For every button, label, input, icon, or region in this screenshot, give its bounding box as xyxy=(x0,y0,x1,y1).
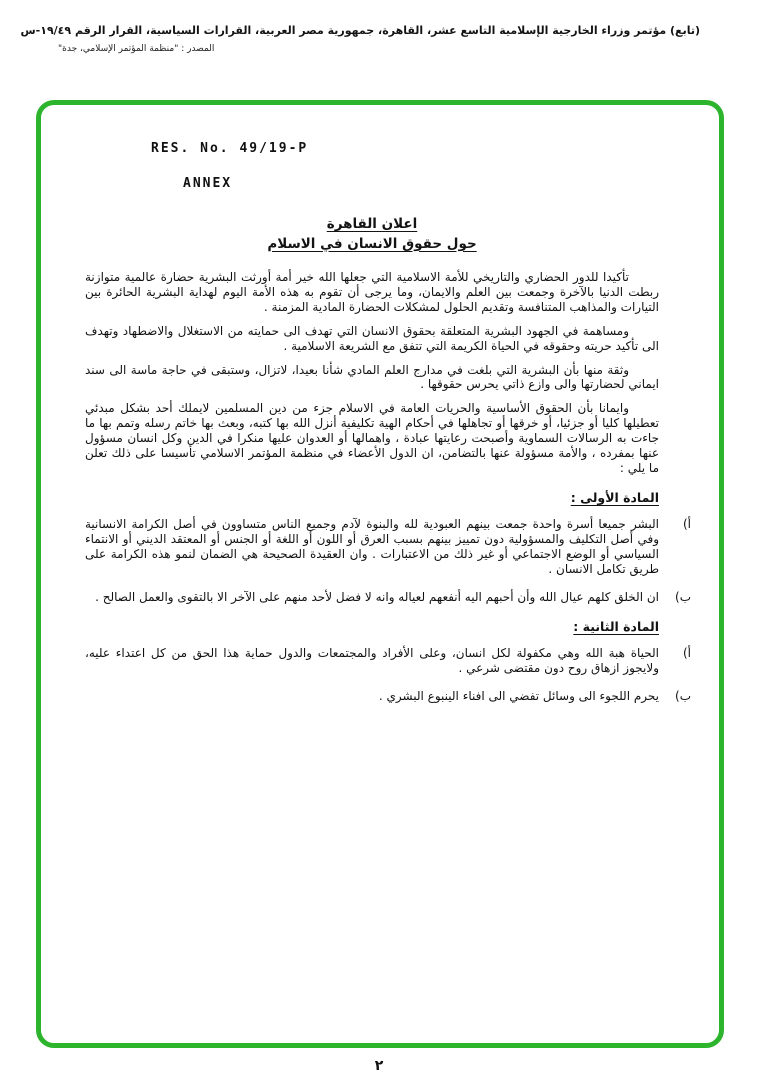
document-title xyxy=(85,215,659,254)
document-green-border xyxy=(36,100,724,1048)
article-1-item-a xyxy=(85,517,691,577)
item-text: البشر جميعا أسرة واحدة جمعت بينهم العبودية لله والبنوة لآدم وجميع الناس متساوون في أصل الكرامة الانسانية وفي أصل التكليف والمسؤولية دون تمييز بينهم بسبب العرق أو اللون أو اللغة أو الجنس أو المعتقد الديني أو الانتماء السياسي أو الوضع الاجتماعي أو غير ذلك من الاعتبارات . وان العقيدة الصحيحة هي الضمان لنمو هذه الكرامة على طريق تكامل الانسان . xyxy=(85,517,659,576)
item-marker: أ) xyxy=(682,646,691,660)
item-marker: أ) xyxy=(682,517,691,532)
item-marker: ب) xyxy=(675,688,691,703)
resolution-number: RES. No. 49/19-P xyxy=(151,141,309,156)
page-header xyxy=(20,24,700,54)
title-line-1: اعلان القاهرة xyxy=(326,216,418,232)
item-text: يحرم اللجوء الى وسائل تفضي الى افناء الينبوع البشري . xyxy=(378,688,659,703)
item-text: ان الخلق كلهم عيال الله وأن أحبهم اليه أنفعهم لعياله وانه لا فضل لأحد منهم على الآخر الا بالتقوى والعمل الصالح . xyxy=(95,589,659,604)
article-2-item-b xyxy=(85,689,691,704)
header-source: المصدر : "منظمة المؤتمر الإسلامي، جدة" xyxy=(58,44,215,54)
preamble-paragraph-3: وثقة منها بأن البشرية التي بلغت في مدارج العلم المادي شأنا بعيدا، لاتزال، وستبقى في حاجة ماسة الى سند ايماني لحضارتها والى وازع ذاتي يحرس حقوقها . xyxy=(85,362,659,392)
preamble-paragraph-4: وايمانا بأن الحقوق الأساسية والحريات العامة في الاسلام جزء من دين المسلمين لايملك أحد بشكل مبدئي تعطيلها كليا أو جزئيا، أو خرقها أو تجاهلها في أحكام الهية تكليفية أنزل الله بها كتبه، وبعث بها خاتم رسله وتمم بها ما جاءت به الرسالات السماوية وأصبحت رعايتها عبادة ، واهمالها أو العدوان عليها منكرا في الدين وكل انسان مسؤول عنها بمفرده ، والأمة مسؤولة عنها بالتضامن، ان الدول الأعضاء في منظمة المؤتمر الاسلامي تأسيسا على ذلك تعلن ما يلي : xyxy=(85,401,659,475)
article-2-item-a xyxy=(85,646,691,676)
preamble-paragraph-2: ومساهمة في الجهود البشرية المتعلقة بحقوق الانسان التي تهدف الى حمايته من الاستغلال والاضطهاد وتهدف الى تأكيد حريته وحقوقه في الحياة الكريمة التي تتفق مع الشريعة الاسلامية . xyxy=(85,323,659,353)
header-citation: (تابع) مؤتمر وزراء الخارجية الإسلامية التاسع عشر، القاهرة، جمهورية مصر العربية، القرارات السياسية، القرار الرقم ١٩/٤٩-س xyxy=(20,24,700,37)
annex-label: ANNEX xyxy=(183,176,233,191)
item-marker: ب) xyxy=(675,589,691,604)
document-body xyxy=(85,270,691,704)
article-1-item-b xyxy=(85,590,691,605)
item-text: الحياة هبة الله وهي مكفولة لكل انسان، وعلى الأفراد والمجتمعات والدول حماية هذا الحق من كل اعتداء عليه، ولايجوز ازهاق روح دون مقتضى شرعي . xyxy=(85,646,659,675)
article-2-heading: المادة الثانية : xyxy=(573,618,659,634)
article-1-heading: المادة الأولى : xyxy=(570,489,659,505)
preamble-paragraph-1: تأكيدا للدور الحضاري والتاريخي للأمة الاسلامية التي جعلها الله خير أمة أورثت البشرية حضارة عالمية متوازنة ربطت الدنيا بالآخرة وجمعت بين العلم والايمان، وما يرجى أن تقوم به هذه الأمة اليوم لهداية البشرية الحائرة بين التيارات والمذاهب المتنافسة وتقديم الحلول لمشكلات الحضارة المادية المزمنة . xyxy=(85,270,659,314)
title-line-2: حول حقوق الانسان في الاسلام xyxy=(267,235,477,252)
page-number: ٢ xyxy=(374,1058,384,1074)
